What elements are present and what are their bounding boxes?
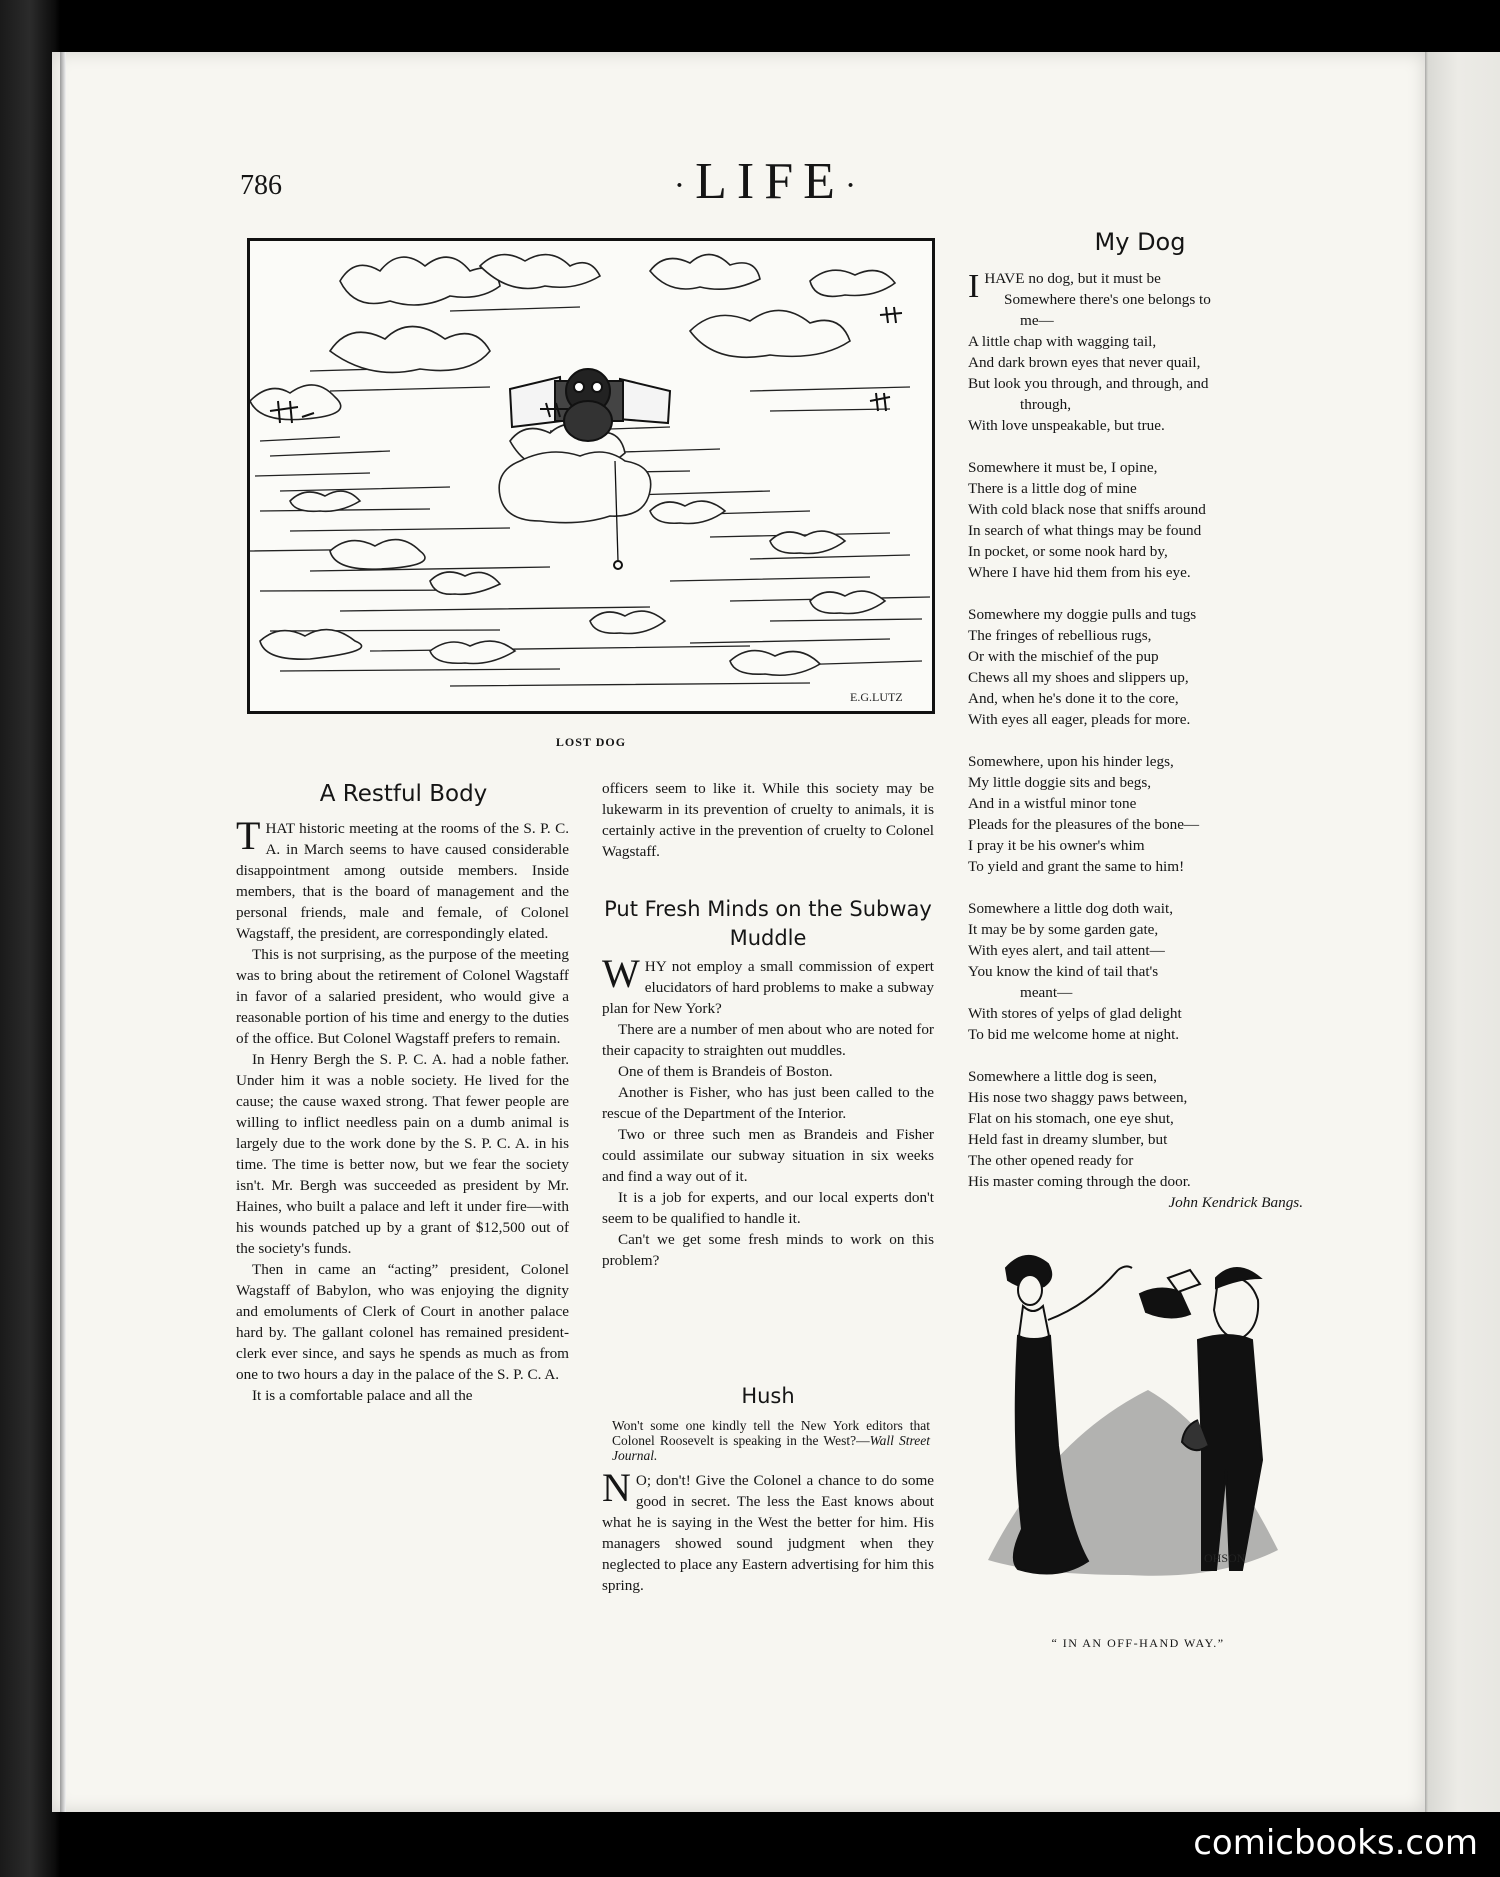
article-title-subway	[598, 895, 938, 953]
article-paragraph: N O; don't! Give the Colonel a chance to do some good in secret. The less the East knows about what he is saying in the West the better for him. His managers showed sound judgment when they neglected to place any Eastern advertising for him this spring.	[602, 1465, 934, 1594]
sketch-signature: OHSON	[1204, 1551, 1246, 1565]
article-paragraph: Another is Fisher, who has just been called to the rescue of the Department of the Interior.	[602, 1084, 934, 1122]
sketch-caption: “ IN AN OFF-HAND WAY.”	[1051, 1636, 1225, 1650]
dropcap-i: I	[968, 268, 980, 305]
sketch-drawing	[968, 1240, 1308, 1610]
epigraph-source: Wall Street Journal.	[612, 1433, 930, 1463]
article-restful-body-col1	[236, 813, 569, 1406]
epigraph-text: Won't some one kindly tell the New York editors that Colonel Roosevelt is speaking in the West?—Wall Street Journal.	[612, 1418, 930, 1463]
lost-dog-cartoon	[247, 238, 935, 714]
clouds	[250, 254, 895, 675]
poem-title: My Dog	[1094, 228, 1186, 256]
page-binding-shadow	[60, 52, 66, 1812]
subway-title-line1: Put Fresh Minds on the Subway	[604, 897, 932, 921]
poem-stanza-1: IHAVE no dog, but it must be Somewhere there's one belongs to me— A little chap with wagging tail, And dark brown eyes that never quail, But look you through, and through, and through, With love unspeakable, but true.	[968, 268, 1211, 434]
facing-page-edge	[1418, 52, 1500, 1812]
cartoon-signature: E.G.LUTZ	[850, 690, 903, 704]
dropcap-w: W	[602, 951, 640, 996]
article-paragraph: THAT historic meeting at the rooms of the S. P. C. A. in March seems to have caused considerable disappointment among outside members. Inside members, that is the board of management and the personal friends, male and female, of Colonel Wagstaff, the president, are correspondingly elated.	[236, 813, 569, 942]
article-restful-body-continued	[602, 778, 934, 862]
masthead-dot-right: ·	[844, 167, 867, 205]
poem-stanza-2: Somewhere it must be, I opine, There is a little dog of mine With cold black nose that sniffs around In search of what things may be found In pocket, or some nook hard by, Where I have hid them from his eye.	[968, 459, 1206, 581]
article-title-restful-body: A Restful Body	[319, 781, 488, 807]
poem-stanza-6: Somewhere a little dog is seen, His nose two shaggy paws between, Flat on his stomach, one eye shut, Held fast in dreamy slumber, but The other opened ready for His master coming through the door.	[968, 1068, 1191, 1190]
off-hand-sketch	[968, 1240, 1308, 1610]
masthead-title: LIFE	[695, 153, 845, 210]
article-paragraph: WHY not employ a small commission of expert elucidators of hard problems to make a subway plan for New York?	[602, 951, 934, 1017]
article-subway-body	[602, 951, 934, 1271]
article-paragraph: It is a comfortable palace and all the	[252, 1387, 473, 1404]
poem-stanza-5: Somewhere a little dog doth wait, It may be by some garden gate, With eyes alert, and tail attent— You know the kind of tail that's meant— With stores of yelps of glad delight To bid me welcome home at night.	[968, 900, 1182, 1043]
dropcap-t: T	[236, 813, 261, 858]
article-paragraph: officers seem to like it. While this society may be lukewarm in its prevention of cruelty to animals, it is certainly active in the prevention of cruelty to Colonel Wagstaff.	[602, 780, 934, 860]
article-paragraph: Then in came an “acting” president, Colonel Wagstaff of Babylon, who was enjoying the dignity and emoluments of Clerk of Court in another palace hard by. The gallant colonel has remained president-clerk ever since, and says he spends as much as from one to two hours a day in the palace of the S. P. C. A.	[236, 1261, 569, 1383]
dropcap-n: N	[602, 1465, 631, 1510]
cartoon-caption: LOST DOG	[555, 735, 627, 749]
article-paragraph: This is not surprising, as the purpose of the meeting was to bring about the retirement of Colonel Wagstaff in favor of a salaried president, who would give a reasonable portion of his time and energy to the duties of the office. But Colonel Wagstaff prefers to remain.	[236, 946, 569, 1047]
cartoon-drawing	[250, 241, 932, 711]
poem-stanza-3: Somewhere my doggie pulls and tugs The fringes of rebellious rugs, Or with the mischief of the pup Chews all my shoes and slippers up, And, when he's done it to the core, With eyes all eager, pleads for more.	[968, 606, 1197, 728]
subway-title-line2: Muddle	[729, 926, 807, 950]
article-paragraph: One of them is Brandeis of Boston.	[618, 1063, 833, 1080]
poem-my-dog	[968, 268, 1303, 1213]
article-title-hush: Hush	[741, 1384, 795, 1408]
article-paragraph: There are a number of men about who are noted for their capacity to straighten out muddles.	[602, 1021, 934, 1059]
article-paragraph: Two or three such men as Brandeis and Fisher could assimilate our subway situation in six weeks and find a way out of it.	[602, 1126, 934, 1185]
article-hush-body	[602, 1465, 934, 1596]
article-paragraph: In Henry Bergh the S. P. C. A. had a noble father. Under him it was a noble society. He lived for the cause; the cause waxed strong. That fewer people are willing to inflict needless pain on a dumb animal is largely due to the work done by the S. P. C. A. in his time. The time is better now, but we fear the society isn't. Mr. Bergh was succeeded as president by Mr. Haines, who built a palace and left it under fire—with his wounds patched up by a grant of $12,500 out of the society's funds.	[236, 1051, 569, 1257]
article-paragraph: It is a job for experts, and our local experts don't seem to be qualified to handle it.	[602, 1189, 934, 1227]
masthead-dot-left: ·	[673, 167, 696, 205]
article-paragraph: Can't we get some fresh minds to work on this problem?	[602, 1231, 934, 1269]
poem-stanza-4: Somewhere, upon his hinder legs, My little doggie sits and begs, And in a wistful minor tone Pleads for the pleasures of the bone— I pray it be his owner's whim To yield and grant the same to him!	[968, 753, 1200, 875]
poem-author: John Kendrick Bangs.	[1168, 1194, 1303, 1211]
hush-epigraph	[612, 1418, 930, 1463]
masthead	[640, 152, 900, 211]
page-number: 786	[240, 170, 282, 201]
watermark: comicbooks.com	[1193, 1823, 1478, 1863]
